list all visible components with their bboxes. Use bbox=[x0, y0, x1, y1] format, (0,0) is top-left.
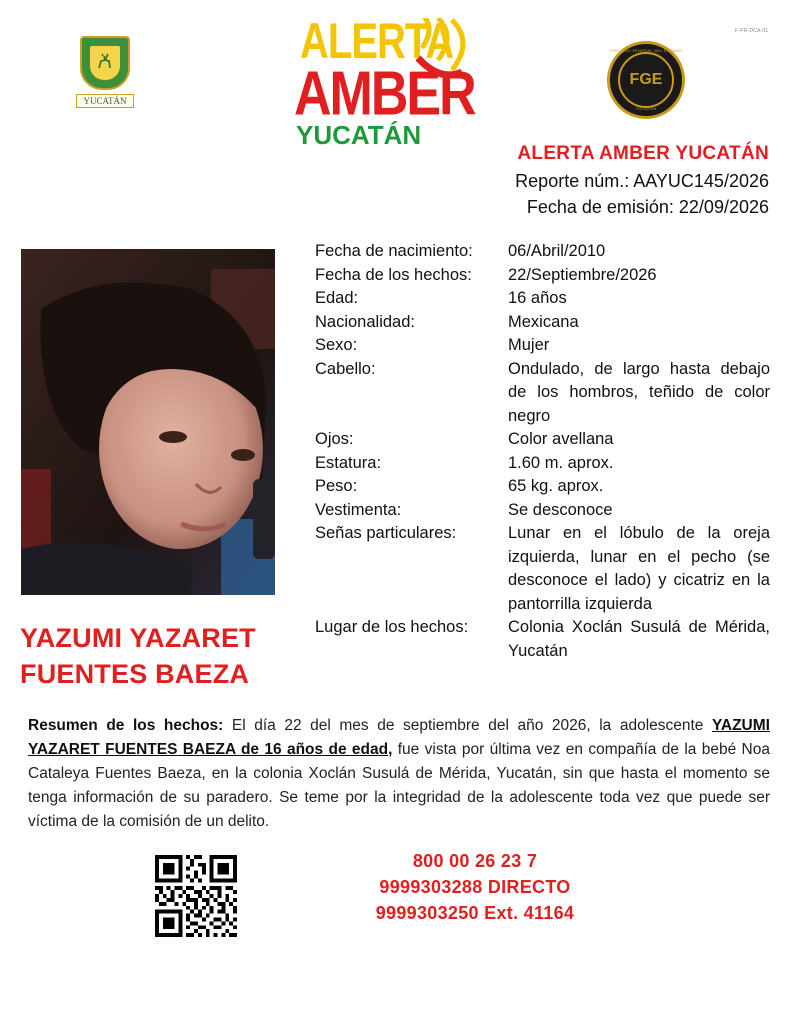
phone-direct[interactable]: 9999303288 DIRECTO bbox=[379, 877, 571, 897]
logo-word-alerta: ALERTA bbox=[300, 14, 454, 69]
missing-person-photo bbox=[21, 249, 275, 595]
detail-value: Se desconoce bbox=[508, 500, 613, 519]
report-header bbox=[515, 140, 769, 220]
emblem-label: YUCATÁN bbox=[76, 94, 134, 108]
detail-value: Ondulado, de largo hasta debajo de los hombros, teñido de color negro bbox=[508, 359, 770, 425]
portrait-image bbox=[21, 249, 275, 595]
qr-code[interactable] bbox=[155, 855, 237, 937]
detail-label: Sexo: bbox=[315, 336, 358, 354]
summary-text-2: fue vista por última vez en compañía de la bebé Noa Cataleya Fuentes Baeza, en la colonia Xoclán Susulá de Mérida, Yucatán, sin que hasta el momento se tenga información de su paradero. Se teme por la integridad de la adolescente toda vez que puede ser víctima de la comisión de un delito. bbox=[28, 741, 770, 830]
fge-seal-text: FGE bbox=[629, 71, 663, 88]
document-code: F-PR-DCA-01 bbox=[735, 28, 769, 34]
detail-value: 1.60 m. aprox. bbox=[508, 453, 614, 472]
detail-row-weight bbox=[315, 475, 770, 499]
person-name-line2: FUENTES BAEZA bbox=[20, 659, 250, 689]
person-name-line1: YAZUMI YAZARET bbox=[20, 623, 256, 653]
detail-label: Peso: bbox=[315, 477, 358, 495]
detail-label: Nacionalidad: bbox=[315, 312, 415, 331]
detail-value: Lunar en el lóbulo de la oreja izquierda, lunar en el pecho (se desconoce el lado) y cicatriz en la pantorrilla izquierda bbox=[508, 524, 770, 613]
detail-value: Colonia Xoclán Susulá de Mérida, Yucatán bbox=[508, 618, 770, 660]
detail-label: Señas particulares: bbox=[315, 524, 457, 542]
summary-text-1: El día 22 del mes de septiembre del año 2026, la adolescente bbox=[223, 717, 712, 734]
summary-highlight: YAZUMI YAZARET FUENTES BAEZA de 16 años de edad, bbox=[28, 717, 770, 758]
detail-label: Vestimenta: bbox=[315, 500, 402, 519]
detail-value: 65 kg. aprox. bbox=[508, 477, 604, 495]
detail-row-height bbox=[315, 452, 770, 476]
detail-value: 16 años bbox=[508, 289, 567, 307]
detail-row-location bbox=[315, 616, 770, 663]
detail-label: Fecha de nacimiento: bbox=[315, 242, 473, 260]
logo-word-yucatan: YUCATÁN bbox=[296, 120, 422, 150]
person-details-table bbox=[315, 240, 770, 663]
qr-code-icon bbox=[155, 855, 237, 937]
detail-label: Cabello: bbox=[315, 359, 376, 378]
detail-label: Ojos: bbox=[315, 430, 354, 448]
detail-label: Lugar de los hechos: bbox=[315, 618, 469, 636]
summary-lead: Resumen de los hechos: bbox=[28, 717, 224, 734]
detail-row-event-date bbox=[315, 264, 770, 288]
detail-row-birthdate bbox=[315, 240, 770, 264]
phone-extension[interactable]: 9999303250 Ext. 41164 bbox=[375, 903, 575, 923]
deer-icon bbox=[95, 52, 115, 72]
issue-date: Fecha de emisión: 22/09/2026 bbox=[526, 197, 769, 217]
detail-value: 06/Abril/2010 bbox=[508, 242, 606, 260]
detail-value: 22/Septiembre/2026 bbox=[508, 265, 657, 284]
fge-seal: FISCALÍA GENERAL DEL ESTADO FGE YUCATÁN bbox=[607, 41, 685, 119]
case-summary bbox=[28, 714, 770, 834]
detail-row-hair bbox=[315, 358, 770, 429]
yucatan-emblem bbox=[76, 34, 134, 110]
detail-label: Fecha de los hechos: bbox=[315, 265, 472, 284]
alerta-amber-logo bbox=[288, 10, 475, 150]
detail-row-clothing bbox=[315, 499, 770, 523]
report-number: Reporte núm.: AAYUC145/2026 bbox=[515, 171, 769, 191]
report-title: ALERTA AMBER YUCATÁN bbox=[517, 143, 769, 164]
detail-row-sex bbox=[315, 334, 770, 358]
detail-value: Color avellana bbox=[508, 430, 614, 448]
shield-icon bbox=[80, 36, 130, 90]
contact-phones bbox=[340, 848, 610, 926]
logo-word-amber: AMBER bbox=[294, 59, 475, 129]
detail-label: Estatura: bbox=[315, 453, 382, 472]
person-name bbox=[20, 620, 290, 692]
detail-value: Mexicana bbox=[508, 312, 579, 331]
phone-hotline[interactable]: 800 00 26 23 7 bbox=[412, 851, 538, 871]
detail-row-eyes bbox=[315, 428, 770, 452]
detail-row-age bbox=[315, 287, 770, 311]
detail-row-marks bbox=[315, 522, 770, 616]
detail-row-nationality bbox=[315, 311, 770, 335]
detail-value: Mujer bbox=[508, 336, 550, 354]
detail-label: Edad: bbox=[315, 289, 359, 307]
